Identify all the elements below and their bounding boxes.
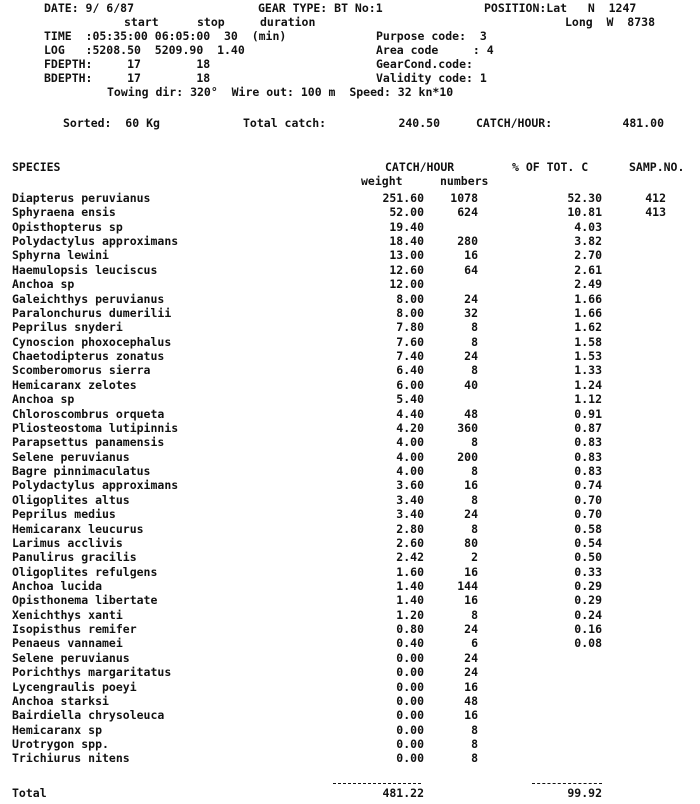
total-label: Total: [12, 786, 47, 800]
percent-value: 0.83: [574, 450, 602, 464]
percent-value: 0.91: [574, 407, 602, 421]
time-line: TIME :05:35:00 06:05:00 30 (min): [44, 29, 287, 43]
species-name: Oligoplites altus: [12, 493, 130, 507]
weight-value: 251.60: [382, 191, 424, 205]
species-name: Opisthonema libertate: [12, 593, 158, 607]
weight-value: 3.60: [396, 478, 424, 492]
weight-value: 4.20: [396, 421, 424, 435]
duration-column-label: duration: [260, 15, 316, 29]
percent-value: 1.66: [574, 306, 602, 320]
species-name: Anchoa sp: [12, 392, 75, 406]
species-name: Selene peruvianus: [12, 651, 130, 665]
species-column-header: SPECIES: [12, 160, 61, 174]
weight-value: 3.40: [396, 493, 424, 507]
weight-value: 0.80: [396, 622, 424, 636]
percent-value: 1.33: [574, 363, 602, 377]
numbers-value: 8: [471, 435, 478, 449]
percent-value: 0.54: [574, 536, 602, 550]
numbers-value: 8: [471, 608, 478, 622]
percent-value: 1.12: [574, 392, 602, 406]
species-name: Paralonchurus dumerilii: [12, 306, 172, 320]
species-name: Cynoscion phoxocephalus: [12, 335, 172, 349]
species-name: Chloroscombrus orqueta: [12, 407, 165, 421]
species-name: Panulirus gracilis: [12, 550, 137, 564]
species-name: Polydactylus approximans: [12, 478, 179, 492]
numbers-value: 280: [457, 234, 478, 248]
weight-value: 8.00: [396, 292, 424, 306]
position-long-field: Long W 8738: [565, 15, 656, 29]
weight-value: 1.60: [396, 565, 424, 579]
catch-per-hour-label: CATCH/HOUR:: [476, 116, 553, 130]
percent-value: 0.29: [574, 579, 602, 593]
numbers-value: 8: [471, 335, 478, 349]
weight-value: 0.00: [396, 737, 424, 751]
area-code-field: Area code : 4: [376, 43, 494, 57]
position-lat-field: POSITION:Lat N 1247: [484, 1, 637, 15]
purpose-code-field: Purpose code: 3: [376, 29, 487, 43]
numbers-value: 16: [464, 708, 478, 722]
percent-value: 0.24: [574, 608, 602, 622]
numbers-value: 6: [471, 636, 478, 650]
species-name: Porichthys margaritatus: [12, 665, 172, 679]
weight-value: 1.40: [396, 579, 424, 593]
species-name: Xenichthys xanti: [12, 608, 123, 622]
numbers-value: 8: [471, 723, 478, 737]
sorted-weight: Sorted: 60 Kg: [63, 116, 160, 130]
numbers-value: 32: [464, 306, 478, 320]
species-name: Lycengraulis poeyi: [12, 680, 137, 694]
species-name: Polydactylus approximans: [12, 234, 179, 248]
species-name: Anchoa sp: [12, 277, 75, 291]
weight-value: 2.42: [396, 550, 424, 564]
stop-column-label: stop: [197, 15, 225, 29]
weight-value: 0.00: [396, 651, 424, 665]
numbers-value: 8: [471, 737, 478, 751]
percent-value: 0.16: [574, 622, 602, 636]
sample-number: 412: [645, 191, 666, 205]
species-name: Isopisthus remifer: [12, 622, 137, 636]
weight-value: 4.00: [396, 450, 424, 464]
numbers-value: 24: [464, 622, 478, 636]
weight-value: 0.00: [396, 680, 424, 694]
weight-value: 8.00: [396, 306, 424, 320]
species-name: Galeichthys peruvianus: [12, 292, 165, 306]
weight-value: 7.40: [396, 349, 424, 363]
total-catch-value: 240.50: [398, 116, 440, 130]
species-name: Selene peruvianus: [12, 450, 130, 464]
percent-value: 1.58: [574, 335, 602, 349]
weight-value: 0.00: [396, 751, 424, 765]
total-weight: 481.22: [382, 786, 424, 800]
weight-value: 2.60: [396, 536, 424, 550]
weight-value: 13.00: [389, 248, 424, 262]
species-name: Bagre pinnimaculatus: [12, 464, 151, 478]
log-line: LOG :5208.50 5209.90 1.40: [44, 43, 245, 57]
numbers-value: 16: [464, 248, 478, 262]
sample-number-column-header: SAMP.NO.: [629, 160, 685, 174]
gear-condition-field: GearCond.code:: [376, 57, 473, 71]
percent-value: 0.83: [574, 435, 602, 449]
numbers-value: 8: [471, 464, 478, 478]
validity-code-field: Validity code: 1: [376, 71, 487, 85]
numbers-value: 48: [464, 694, 478, 708]
weight-value: 18.40: [389, 234, 424, 248]
species-name: Urotrygon spp.: [12, 737, 109, 751]
species-name: Diapterus peruvianus: [12, 191, 151, 205]
weight-value: 19.40: [389, 220, 424, 234]
numbers-value: 16: [464, 680, 478, 694]
weight-value: 7.60: [396, 335, 424, 349]
percent-value: 0.33: [574, 565, 602, 579]
percent-value: 0.87: [574, 421, 602, 435]
towing-line: Towing dir: 320° Wire out: 100 m Speed: 32 kn*10: [107, 85, 454, 99]
numbers-value: 16: [464, 565, 478, 579]
weight-value: 0.00: [396, 708, 424, 722]
species-name: Trichiurus nitens: [12, 751, 130, 765]
weight-value: 5.40: [396, 392, 424, 406]
weight-value: 52.00: [389, 205, 424, 219]
percent-value: 0.08: [574, 636, 602, 650]
numbers-value: 80: [464, 536, 478, 550]
numbers-value: 200: [457, 450, 478, 464]
numbers-value: 24: [464, 651, 478, 665]
percent-total-rule: [532, 783, 602, 784]
catch-per-hour-value: 481.00: [622, 116, 664, 130]
weight-value: 0.00: [396, 665, 424, 679]
numbers-value: 24: [464, 665, 478, 679]
percent-value: 0.70: [574, 493, 602, 507]
numbers-value: 16: [464, 593, 478, 607]
species-name: Scomberomorus sierra: [12, 363, 151, 377]
weight-value: 1.40: [396, 593, 424, 607]
percent-value: 2.70: [574, 248, 602, 262]
species-name: Penaeus vannamei: [12, 636, 123, 650]
percent-value: 2.49: [574, 277, 602, 291]
bdepth-line: BDEPTH: 17 18: [44, 71, 211, 85]
numbers-value: 1078: [450, 191, 478, 205]
weight-value: 4.00: [396, 435, 424, 449]
percent-value: 1.53: [574, 349, 602, 363]
species-name: Hemicaranx sp: [12, 723, 103, 737]
percent-value: 0.29: [574, 593, 602, 607]
percent-value: 1.24: [574, 378, 602, 392]
total-percent: 99.92: [567, 786, 602, 800]
percent-value: 10.81: [567, 205, 602, 219]
percent-value: 2.61: [574, 263, 602, 277]
numbers-value: 24: [464, 292, 478, 306]
species-name: Anchoa lucida: [12, 579, 103, 593]
numbers-value: 8: [471, 493, 478, 507]
species-name: Chaetodipterus zonatus: [12, 349, 165, 363]
species-name: Hemicaranx zelotes: [12, 378, 137, 392]
numbers-value: 48: [464, 407, 478, 421]
species-name: Peprilus medius: [12, 507, 116, 521]
percent-value: 0.74: [574, 478, 602, 492]
percent-value: 52.30: [567, 191, 602, 205]
weight-value: 0.00: [396, 723, 424, 737]
species-name: Hemicaranx leucurus: [12, 522, 144, 536]
percent-total-column-header: % OF TOT. C: [512, 160, 589, 174]
numbers-value: 8: [471, 522, 478, 536]
numbers-value: 24: [464, 349, 478, 363]
weight-value: 0.00: [396, 694, 424, 708]
catch-hour-column-header: CATCH/HOUR: [385, 160, 455, 174]
total-catch-label: Total catch:: [243, 116, 327, 130]
species-name: Peprilus snyderi: [12, 320, 123, 334]
weight-value: 6.00: [396, 378, 424, 392]
percent-value: 0.83: [574, 464, 602, 478]
weight-column-header: weight: [361, 174, 403, 188]
species-name: Haemulopsis leuciscus: [12, 263, 158, 277]
numbers-value: 16: [464, 478, 478, 492]
sample-number: 413: [645, 205, 666, 219]
species-name: Parapsettus panamensis: [12, 435, 165, 449]
species-name: Oligoplites refulgens: [12, 565, 158, 579]
weight-value: 0.40: [396, 636, 424, 650]
numbers-value: 8: [471, 320, 478, 334]
weight-value: 3.40: [396, 507, 424, 521]
species-name: Pliosteostoma lutipinnis: [12, 421, 179, 435]
weight-value: 6.40: [396, 363, 424, 377]
percent-value: 3.82: [574, 234, 602, 248]
species-name: Larimus acclivis: [12, 536, 123, 550]
numbers-value: 624: [457, 205, 478, 219]
numbers-value: 144: [457, 579, 478, 593]
numbers-value: 24: [464, 507, 478, 521]
species-name: Bairdiella chrysoleuca: [12, 708, 165, 722]
weight-value: 12.60: [389, 263, 424, 277]
percent-value: 1.62: [574, 320, 602, 334]
date-field: DATE: 9/ 6/87: [44, 1, 135, 15]
numbers-value: 360: [457, 421, 478, 435]
weight-value: 1.20: [396, 608, 424, 622]
percent-value: 0.70: [574, 507, 602, 521]
start-column-label: start: [124, 15, 159, 29]
numbers-value: 8: [471, 363, 478, 377]
percent-value: 0.50: [574, 550, 602, 564]
weight-value: 4.00: [396, 464, 424, 478]
weight-value: 4.40: [396, 407, 424, 421]
species-name: Anchoa starksi: [12, 694, 109, 708]
numbers-column-header: numbers: [440, 174, 489, 188]
weight-value: 2.80: [396, 522, 424, 536]
percent-value: 1.66: [574, 292, 602, 306]
numbers-value: 8: [471, 751, 478, 765]
numbers-value: 2: [471, 550, 478, 564]
weight-value: 7.80: [396, 320, 424, 334]
percent-value: 4.03: [574, 220, 602, 234]
gear-type-field: GEAR TYPE: BT No:1: [258, 1, 383, 15]
percent-value: 0.58: [574, 522, 602, 536]
numbers-value: 64: [464, 263, 478, 277]
fdepth-line: FDEPTH: 17 18: [44, 57, 211, 71]
numbers-value: 40: [464, 378, 478, 392]
species-name: Opisthopterus sp: [12, 220, 123, 234]
weight-total-rule: [333, 783, 421, 784]
weight-value: 12.00: [389, 277, 424, 291]
species-name: Sphyrna lewini: [12, 248, 109, 262]
species-name: Sphyraena ensis: [12, 205, 116, 219]
